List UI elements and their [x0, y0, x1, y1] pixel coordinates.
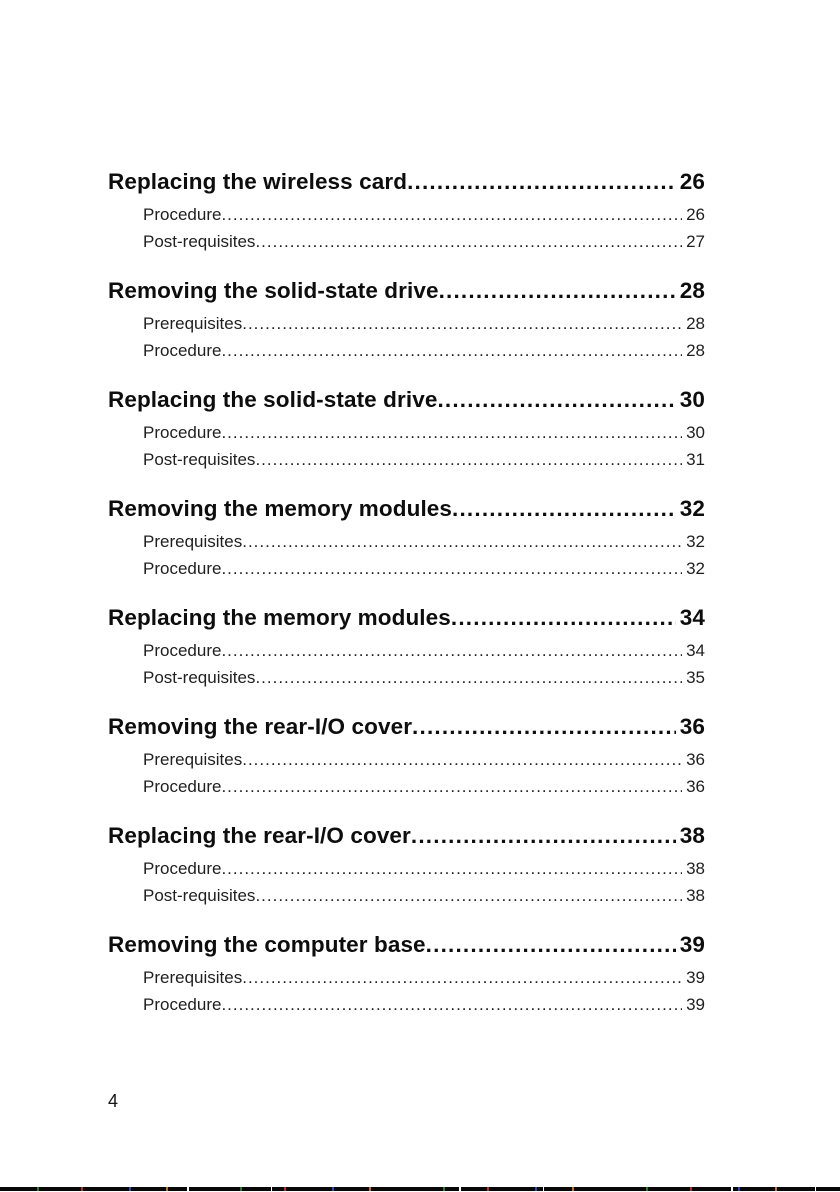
toc-section: [108, 713, 705, 800]
toc-entry-row[interactable]: [108, 555, 705, 582]
toc-entry-page-number: 28: [686, 314, 705, 333]
dot-leader: [221, 773, 682, 800]
dot-leader: [412, 713, 676, 741]
dot-leader: [221, 337, 682, 364]
toc-entry-row[interactable]: [108, 773, 705, 800]
toc-section: [108, 822, 705, 909]
scan-artifact-bar: [0, 1187, 840, 1191]
toc-entry-title: Procedure: [143, 341, 222, 360]
toc-entry-page-number: 36: [686, 777, 705, 796]
toc-entry-row[interactable]: [108, 664, 705, 691]
dot-leader: [451, 604, 676, 632]
toc-chapter-page-number: 28: [679, 278, 705, 303]
toc-entry-title: Procedure: [143, 559, 222, 578]
toc-chapter-page-number: 26: [679, 169, 705, 194]
toc-chapter-row[interactable]: [108, 822, 705, 850]
toc-chapter-row[interactable]: [108, 931, 705, 959]
toc-entry-title: Procedure: [143, 205, 222, 224]
dot-leader: [255, 664, 682, 691]
toc-entry-row[interactable]: [108, 964, 705, 991]
toc-entry-row[interactable]: [108, 310, 705, 337]
toc-entry-page-number: 38: [686, 859, 705, 878]
dot-leader: [255, 446, 682, 473]
toc-chapter-page-number: 34: [679, 605, 705, 630]
toc-entry-title: Prerequisites: [143, 532, 243, 551]
toc-entry-title: Procedure: [143, 859, 222, 878]
toc-chapter-title: Removing the computer base: [108, 932, 426, 957]
toc-entry-row[interactable]: [108, 882, 705, 909]
toc-entry-row[interactable]: [108, 201, 705, 228]
dot-leader: [426, 931, 676, 959]
dot-leader: [411, 822, 676, 850]
toc-entry-title: Procedure: [143, 423, 222, 442]
toc-entry-title: Post-requisites: [143, 886, 256, 905]
dot-leader: [221, 991, 682, 1018]
toc-section: [108, 604, 705, 691]
toc-entry-page-number: 26: [686, 205, 705, 224]
toc-chapter-title: Removing the solid-state drive: [108, 278, 439, 303]
toc-entry-title: Post-requisites: [143, 668, 256, 687]
dot-leader: [439, 277, 676, 305]
toc-section: [108, 168, 705, 255]
dot-leader: [242, 964, 682, 991]
toc-chapter-page-number: 30: [679, 387, 705, 412]
dot-leader: [242, 528, 682, 555]
toc-chapter-title: Replacing the memory modules: [108, 605, 451, 630]
toc-entry-page-number: 27: [686, 232, 705, 251]
toc-entry-title: Prerequisites: [143, 314, 243, 333]
toc-entry-row[interactable]: [108, 446, 705, 473]
toc-chapter-page-number: 36: [679, 714, 705, 739]
toc-entry-page-number: 36: [686, 750, 705, 769]
toc-chapter-title: Replacing the rear-I/O cover: [108, 823, 411, 848]
toc-entry-title: Prerequisites: [143, 750, 243, 769]
toc-entry-title: Procedure: [143, 641, 222, 660]
dot-leader: [221, 855, 682, 882]
dot-leader: [452, 495, 676, 523]
toc-entry-page-number: 35: [686, 668, 705, 687]
toc-section: [108, 931, 705, 1018]
toc-entry-row[interactable]: [108, 991, 705, 1018]
toc-entry-row[interactable]: [108, 746, 705, 773]
toc-chapter-row[interactable]: [108, 713, 705, 741]
toc-section: [108, 277, 705, 364]
toc-entry-title: Procedure: [143, 777, 222, 796]
toc-chapter-page-number: 32: [679, 496, 705, 521]
toc-entry-title: Post-requisites: [143, 232, 256, 251]
dot-leader: [221, 201, 682, 228]
toc-entry-page-number: 32: [686, 559, 705, 578]
toc-chapter-title: Removing the memory modules: [108, 496, 453, 521]
dot-leader: [437, 386, 675, 414]
toc-entry-page-number: 31: [686, 450, 705, 469]
toc-entry-title: Procedure: [143, 995, 222, 1014]
toc-chapter-page-number: 38: [679, 823, 705, 848]
toc-entry-row[interactable]: [108, 855, 705, 882]
toc-entry-row[interactable]: [108, 337, 705, 364]
toc-chapter-page-number: 39: [679, 932, 705, 957]
toc-section: [108, 386, 705, 473]
toc-entry-row[interactable]: [108, 637, 705, 664]
toc-chapter-title: Replacing the solid-state drive: [108, 387, 438, 412]
dot-leader: [255, 882, 682, 909]
toc-chapter-row[interactable]: [108, 495, 705, 523]
dot-leader: [221, 419, 682, 446]
toc-entry-page-number: 39: [686, 968, 705, 987]
toc-chapter-title: Replacing the wireless card: [108, 169, 408, 194]
toc-chapter-row[interactable]: [108, 386, 705, 414]
toc-entry-page-number: 39: [686, 995, 705, 1014]
toc-entry-page-number: 38: [686, 886, 705, 905]
dot-leader: [221, 555, 682, 582]
toc-entry-title: Prerequisites: [143, 968, 243, 987]
toc-entry-page-number: 34: [686, 641, 705, 660]
toc-entry-title: Post-requisites: [143, 450, 256, 469]
toc-chapter-row[interactable]: [108, 277, 705, 305]
toc-chapter-row[interactable]: [108, 604, 705, 632]
toc-entry-row[interactable]: [108, 528, 705, 555]
dot-leader: [221, 637, 682, 664]
toc-entry-page-number: 32: [686, 532, 705, 551]
toc-entry-row[interactable]: [108, 228, 705, 255]
toc-chapter-row[interactable]: [108, 168, 705, 196]
dot-leader: [255, 228, 682, 255]
dot-leader: [242, 746, 682, 773]
table-of-contents: [108, 168, 705, 1040]
page-number: 4: [108, 1091, 119, 1111]
toc-entry-row[interactable]: [108, 419, 705, 446]
dot-leader: [242, 310, 682, 337]
dot-leader: [407, 168, 676, 196]
toc-entry-page-number: 28: [686, 341, 705, 360]
toc-entry-page-number: 30: [686, 423, 705, 442]
toc-chapter-title: Removing the rear-I/O cover: [108, 714, 413, 739]
toc-section: [108, 495, 705, 582]
